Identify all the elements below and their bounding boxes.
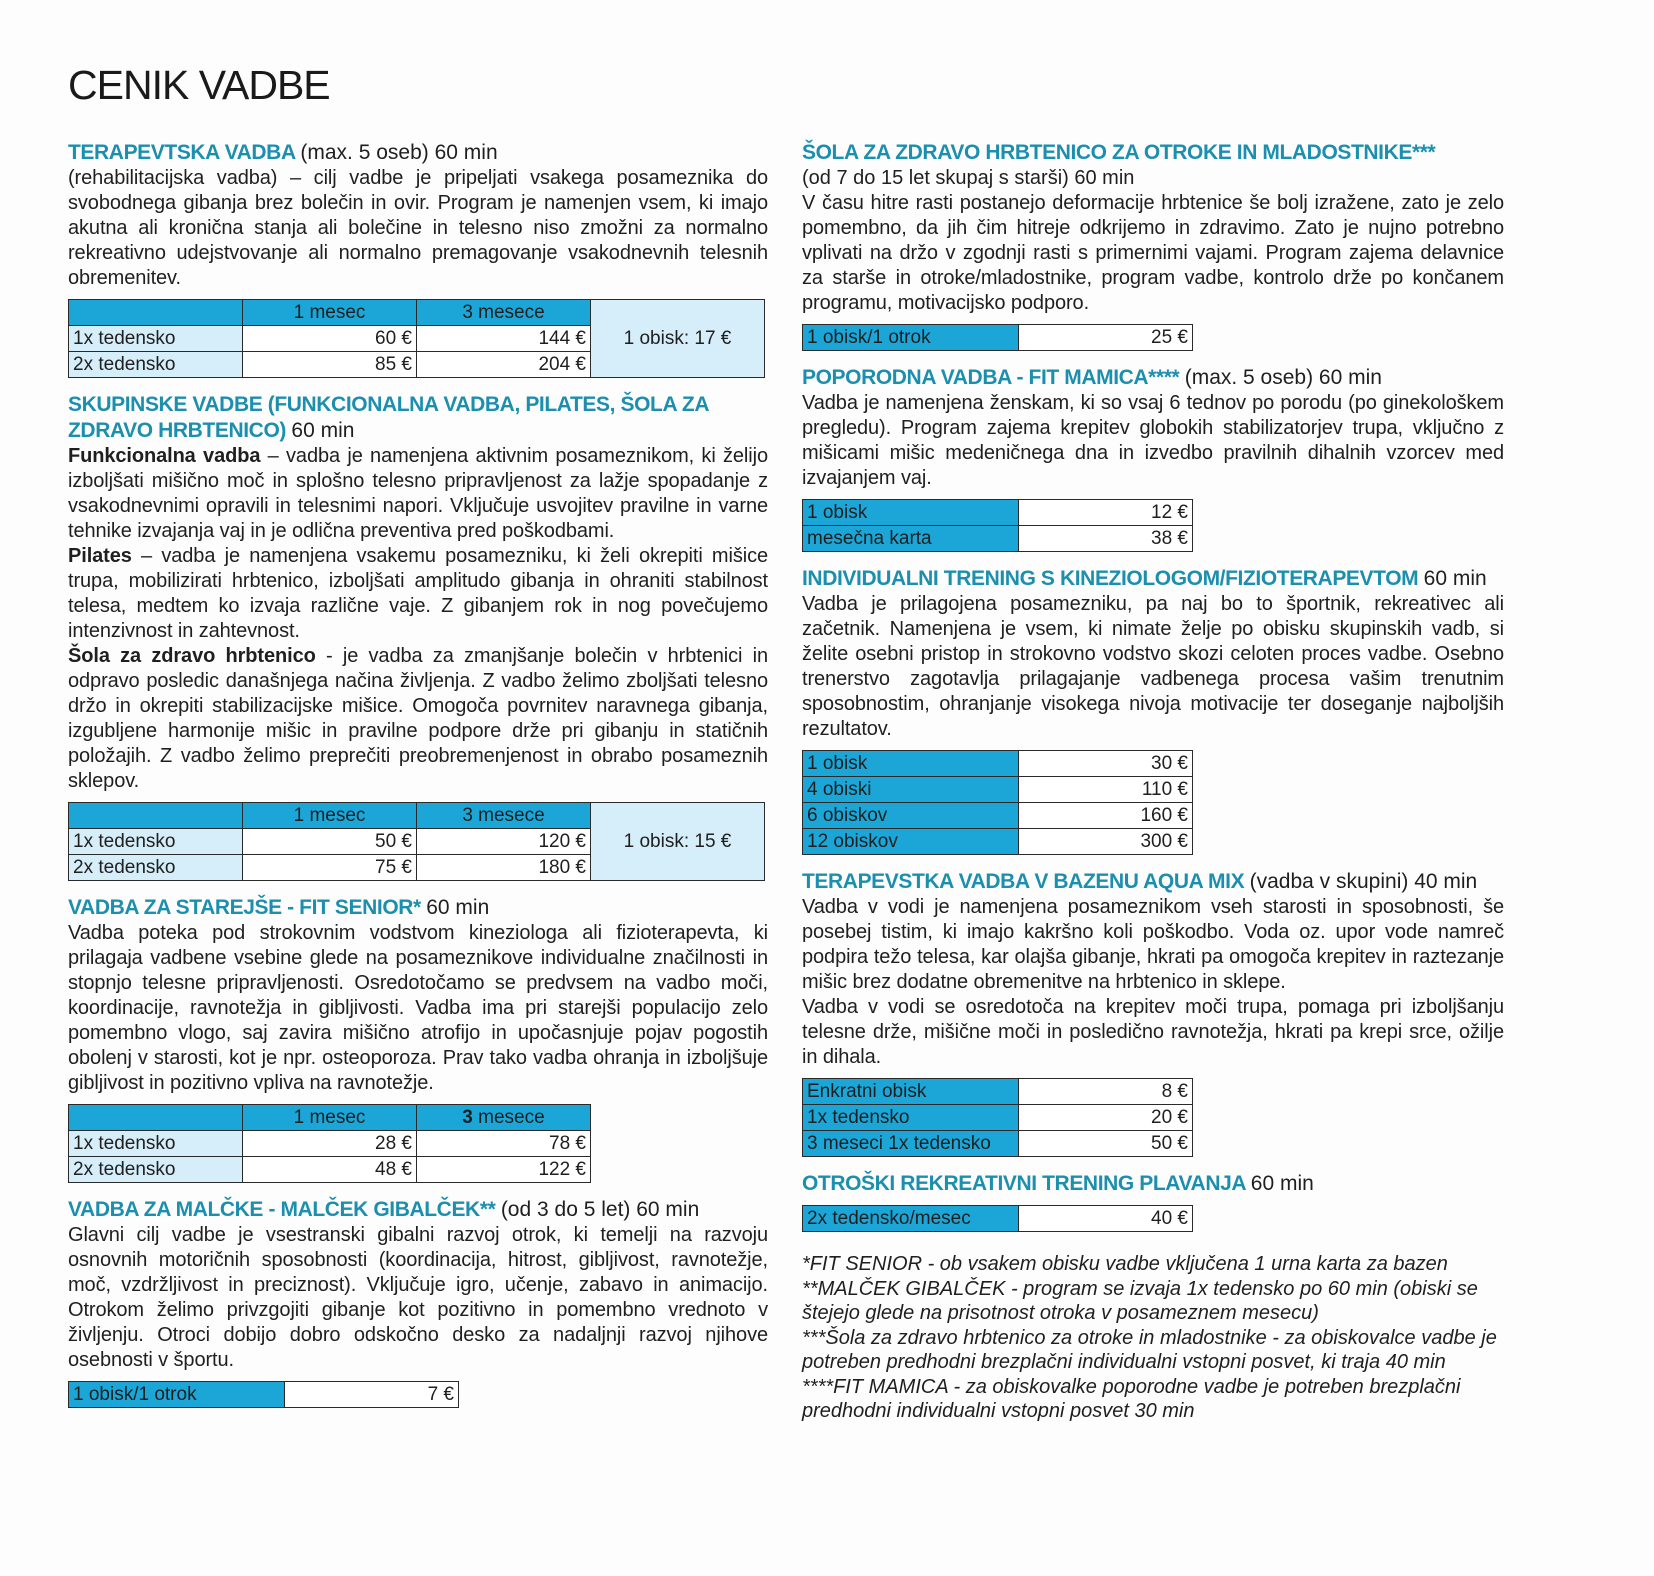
section-description: V času hitre rasti postanejo deformacije hrbtenice še bolj izražene, zato je zelo pomembno, da jih čim hitreje odkrijemo in zdravimo. Zato je nujno potrebno vplivati na držo v zgodnji rasti s primernimi vajami. Program zajema delavnice za starše in otroke/mladostnike, program vadbe, kontrolo drže po končanem programu, motivacijsko podporo. bbox=[802, 192, 1504, 314]
right-column bbox=[802, 140, 1504, 1424]
section-description: Vadba je prilagojena posamezniku, pa naj bo to športnik, rekreativec ali začetnik. Namenjena je vsem, ki nimate želje po obisku skupinskih vadb, si želite osebni pristop in strokovno vodstvo skozi celoten proces vadbe. Osebno trenerstvo zagotavlja prilagajanje vadbenega procesa vašim trenutnim sposobnostim, ohranjanje visokega nivoja motivacije ter doseganje najboljših rezultatov. bbox=[802, 593, 1504, 740]
table-row bbox=[803, 325, 1193, 351]
footnotes bbox=[802, 1252, 1504, 1424]
section-heading bbox=[68, 140, 768, 166]
price-cell: 122 € bbox=[417, 1157, 591, 1183]
single-visit-price: 1 obisk: 17 € bbox=[591, 300, 765, 378]
heading-suffix: (max. 5 oseb) 60 min bbox=[300, 141, 498, 164]
section-fit-mamica bbox=[802, 365, 1504, 552]
row-label: Enkratni obisk bbox=[803, 1079, 1019, 1105]
heading-suffix: (vadba v skupini) 40 min bbox=[1249, 870, 1478, 893]
section-heading bbox=[802, 566, 1504, 592]
section-plavanje bbox=[802, 1171, 1504, 1232]
heading-suffix: 60 min bbox=[1423, 567, 1487, 590]
table-row bbox=[803, 777, 1193, 803]
column-header: 1 mesec bbox=[243, 803, 417, 829]
price-cell: 75 € bbox=[243, 855, 417, 881]
heading-text: POPORODNA VADBA - FIT MAMICA**** bbox=[802, 366, 1180, 389]
row-label: 6 obiskov bbox=[803, 803, 1019, 829]
section-heading bbox=[802, 869, 1504, 895]
page-title: CENIK VADBE bbox=[68, 62, 330, 108]
table-row bbox=[69, 1382, 459, 1408]
table-row bbox=[803, 1105, 1193, 1131]
price-cell: 28 € bbox=[243, 1131, 417, 1157]
price-cell: 25 € bbox=[1019, 325, 1193, 351]
price-cell: 30 € bbox=[1019, 751, 1193, 777]
price-cell: 160 € bbox=[1019, 803, 1193, 829]
heading-text: SKUPINSKE VADBE (FUNKCIONALNA VADBA, PILATES, ŠOLA ZA ZDRAVO HRBTENICO) bbox=[68, 393, 709, 442]
section-description: Vadba v vodi se osredotoča na krepitev moči trupa, pomaga pri izboljšanju telesne drže, mišične moči in posledično ravnotežja, hkrati pa krepi srce, ožilje in dihala. bbox=[802, 996, 1504, 1068]
table-row bbox=[803, 500, 1193, 526]
price-cell: 48 € bbox=[243, 1157, 417, 1183]
row-label: 1x tedensko bbox=[803, 1105, 1019, 1131]
row-label: 1x tedensko bbox=[69, 1131, 243, 1157]
heading-text: TERAPEVTSKA VADBA bbox=[68, 141, 295, 164]
heading-text: OTROŠKI REKREATIVNI TRENING PLAVANJA bbox=[802, 1172, 1246, 1195]
table-row bbox=[803, 751, 1193, 777]
column-header: 3 mesece bbox=[417, 300, 591, 326]
section-fit-senior bbox=[68, 895, 768, 1183]
section-heading bbox=[802, 1171, 1504, 1197]
section-sola-hrbtenica-otroci bbox=[802, 140, 1504, 351]
price-cell: 144 € bbox=[417, 326, 591, 352]
row-label: 4 obiski bbox=[803, 777, 1019, 803]
section-heading bbox=[68, 392, 768, 444]
price-table bbox=[68, 1104, 591, 1183]
row-label: 3 meseci 1x tedensko bbox=[803, 1131, 1019, 1157]
row-label: 2x tedensko bbox=[69, 1157, 243, 1183]
term-description: – vadba je namenjena vsakemu posamezniku, ki želi okrepiti mišice trupa, mobilizirati hrbtenico, izboljšati amplitudo gibanja in ohraniti stabilnost telesa, medtem ko izvaja različne vaje. Z gibanjem rok in nog povečujemo intenzivnost in zahtevnost. bbox=[68, 545, 768, 642]
paragraph-funkcionalna bbox=[68, 444, 768, 544]
term: Funkcionalna vadba bbox=[68, 445, 261, 467]
price-cell: 78 € bbox=[417, 1131, 591, 1157]
section-heading: ŠOLA ZA ZDRAVO HRBTENICO ZA OTROKE IN MLADOSTNIKE*** bbox=[802, 141, 1436, 164]
price-cell: 12 € bbox=[1019, 500, 1193, 526]
table-corner bbox=[69, 1105, 243, 1131]
column-header bbox=[417, 1105, 591, 1131]
paragraph-sola-hrbtenica bbox=[68, 644, 768, 794]
table-row bbox=[803, 526, 1193, 552]
price-cell: 110 € bbox=[1019, 777, 1193, 803]
section-terapevtska-vadba bbox=[68, 140, 768, 378]
price-cell: 85 € bbox=[243, 352, 417, 378]
section-description: Glavni cilj vadbe je vsestranski gibalni razvoj otrok, ki temelji na razvoju osnovnih motoričnih sposobnosti (koordinacija, hitrost, gibljivost, ravnotežje, moč, vzdržljivost in preciznost). Vključuje igro, učenje, zabavo in animacijo. Otrokom želimo privzgojiti gibanje kot pozitivno in pomembno vrednoto v življenju. Otroci dobijo dobro odskočno desko za nadaljnji razvoj njihove osebnosti v športu. bbox=[68, 1224, 768, 1371]
row-label: 1x tedensko bbox=[69, 829, 243, 855]
row-label: 12 obiskov bbox=[803, 829, 1019, 855]
column-header: 1 mesec bbox=[243, 300, 417, 326]
table-row bbox=[69, 1131, 591, 1157]
price-table bbox=[802, 1078, 1193, 1157]
price-table bbox=[68, 299, 765, 378]
table-row bbox=[803, 1079, 1193, 1105]
price-table bbox=[802, 324, 1193, 351]
price-table bbox=[802, 499, 1193, 552]
heading-text: VADBA ZA MALČKE - MALČEK GIBALČEK** bbox=[68, 1198, 496, 1221]
table-corner bbox=[69, 300, 243, 326]
price-table bbox=[802, 1205, 1193, 1232]
term: Pilates bbox=[68, 545, 132, 567]
section-subheading: (od 7 do 15 let skupaj s starši) 60 min bbox=[802, 167, 1135, 189]
table-row bbox=[69, 1157, 591, 1183]
row-label: 2x tedensko/mesec bbox=[803, 1206, 1019, 1232]
price-cell: 50 € bbox=[1019, 1131, 1193, 1157]
section-heading bbox=[68, 895, 768, 921]
section-heading bbox=[68, 1197, 768, 1223]
row-label: 1 obisk bbox=[803, 751, 1019, 777]
row-label: mesečna karta bbox=[803, 526, 1019, 552]
table-corner bbox=[69, 803, 243, 829]
price-table bbox=[68, 1381, 459, 1408]
column-header: 3 mesece bbox=[417, 803, 591, 829]
section-description: Vadba v vodi je namenjena posameznikom vseh starosti in sposobnosti, še posebej tistim, ki imajo kakršno koli poškodbo. Voda oz. upor vode namreč podpira težo telesa, kar olajša gibanje, hkrati pa omogoča krepitev in raztezanje mišic brez dodatne obremenitve na hrbtenico in sklepe. bbox=[802, 896, 1504, 993]
price-cell: 204 € bbox=[417, 352, 591, 378]
single-visit-price: 1 obisk: 15 € bbox=[591, 803, 765, 881]
section-aqua-mix bbox=[802, 869, 1504, 1157]
row-label: 2x tedensko bbox=[69, 352, 243, 378]
paragraph-pilates bbox=[68, 544, 768, 644]
heading-suffix: 60 min bbox=[1250, 1172, 1314, 1195]
heading-text: TERAPEVSTKA VADBA V BAZENU AQUA MIX bbox=[802, 870, 1245, 893]
row-label: 1x tedensko bbox=[69, 326, 243, 352]
heading-suffix: (max. 5 oseb) 60 min bbox=[1184, 366, 1382, 389]
price-cell: 40 € bbox=[1019, 1206, 1193, 1232]
price-table bbox=[68, 802, 765, 881]
price-cell: 300 € bbox=[1019, 829, 1193, 855]
row-label: 2x tedensko bbox=[69, 855, 243, 881]
heading-suffix: 60 min bbox=[426, 896, 490, 919]
column-header-number: 3 bbox=[462, 1106, 473, 1128]
column-header-unit: mesece bbox=[472, 1106, 545, 1128]
price-cell: 20 € bbox=[1019, 1105, 1193, 1131]
table-row bbox=[803, 803, 1193, 829]
row-label: 1 obisk bbox=[803, 500, 1019, 526]
heading-suffix: (od 3 do 5 let) 60 min bbox=[500, 1198, 700, 1221]
price-cell: 7 € bbox=[285, 1382, 459, 1408]
heading-text: INDIVIDUALNI TRENING S KINEZIOLOGOM/FIZIOTERAPEVTOM bbox=[802, 567, 1419, 590]
section-description: Vadba poteka pod strokovnim vodstvom kineziologa ali fizioterapevta, ki prilagaja vadbene vsebine glede na posameznikove individualne značilnosti in stopnjo telesne pripravljenosti. Osredotočamo se predvsem na vadbo moči, koordinacije, ravnotežja in gibljivosti. Vadba ima pri starejši populacijo zelo pomembno vlogo, saj zavira mišično atrofijo in upočasnjuje pojav pogostih obolenj v starosti, kot je npr. osteoporoza. Prav tako vadba ohranja in izboljšuje gibljivost in pozitivno vpliva na ravnotežje. bbox=[68, 922, 768, 1094]
heading-suffix: 60 min bbox=[291, 419, 355, 442]
left-column bbox=[68, 140, 768, 1422]
term-description: – vadba je namenjena aktivnim posameznikom, ki želijo izboljšati mišično moč in splošno telesno pripravljenost za lažje spopadanje z vsakodnevnimi opravili in telesnimi napori. Vključuje usvojitev pravilne in varne tehnike izvajanja vaj in je odlična preventiva pred poškodbami. bbox=[68, 445, 768, 542]
table-row bbox=[803, 1206, 1193, 1232]
price-cell: 180 € bbox=[417, 855, 591, 881]
term: Šola za zdravo hrbtenico bbox=[68, 645, 316, 667]
footnote: *FIT SENIOR - ob vsakem obisku vadbe vključena 1 urna karta za bazen bbox=[802, 1253, 1448, 1275]
section-description: Vadba je namenjena ženskam, ki so vsaj 6 tednov po porodu (po ginekološkem pregledu). Program zajema krepitev globokih stabilizatorjev trupa, vključno z mišicami mišic medeničnega dna in izvedbo pravilnih dihalnih vzorcev med izvajanjem vaj. bbox=[802, 392, 1504, 489]
section-description: (rehabilitacijska vadba) – cilj vadbe je pripeljati vsakega posameznika do svobodnega gibanja brez bolečin in ovir. Program je namenjen vsem, ki imajo akutna ali kronična stanja ali bolečine in telesno niso zmožni za normalno rekreativno udejstvovanje ali normalno premagovanje vsakodnevnih telesnih obremenitev. bbox=[68, 167, 768, 289]
price-cell: 50 € bbox=[243, 829, 417, 855]
section-skupinske-vadbe bbox=[68, 392, 768, 881]
footnote: ***Šola za zdravo hrbtenico za otroke in mladostnike - za obiskovalce vadbe je potreben predhodni brezplačni individualni vstopni posvet, ki traja 40 min bbox=[802, 1326, 1497, 1373]
price-cell: 8 € bbox=[1019, 1079, 1193, 1105]
price-table bbox=[802, 750, 1193, 855]
section-malcek-gibalcek bbox=[68, 1197, 768, 1408]
price-cell: 120 € bbox=[417, 829, 591, 855]
footnote: ****FIT MAMICA - za obiskovalke poporodne vadbe je potreben brezplačni predhodni individualni vstopni posvet 30 min bbox=[802, 1375, 1461, 1422]
column-header: 1 mesec bbox=[243, 1105, 417, 1131]
term-description: - je vadba za zmanjšanje bolečin v hrbtenici in odpravo posledic današnjega načina življenja. Z vadbo želimo zboljšati telesno držo in okrepiti stabilizacijske mišice. Omogoča povrnitev naravnega gibanja, izgubljene harmonije mišic in pravilne podpore drže pri gibanju in statičnih položajih. Z vadbo želimo preprečiti preobremenjenost in obrabo posameznih sklepov. bbox=[68, 645, 768, 792]
heading-text: VADBA ZA STAREJŠE - FIT SENIOR* bbox=[68, 896, 421, 919]
table-row bbox=[803, 829, 1193, 855]
price-cell: 38 € bbox=[1019, 526, 1193, 552]
section-heading bbox=[802, 365, 1504, 391]
row-label: 1 obisk/1 otrok bbox=[803, 325, 1019, 351]
price-cell: 60 € bbox=[243, 326, 417, 352]
row-label: 1 obisk/1 otrok bbox=[69, 1382, 285, 1408]
footnote: **MALČEK GIBALČEK - program se izvaja 1x tedensko po 60 min (obiski se štejejo glede na prisotnost otroka v posameznem mesecu) bbox=[802, 1277, 1478, 1324]
table-row bbox=[803, 1131, 1193, 1157]
section-individualni-trening bbox=[802, 566, 1504, 855]
